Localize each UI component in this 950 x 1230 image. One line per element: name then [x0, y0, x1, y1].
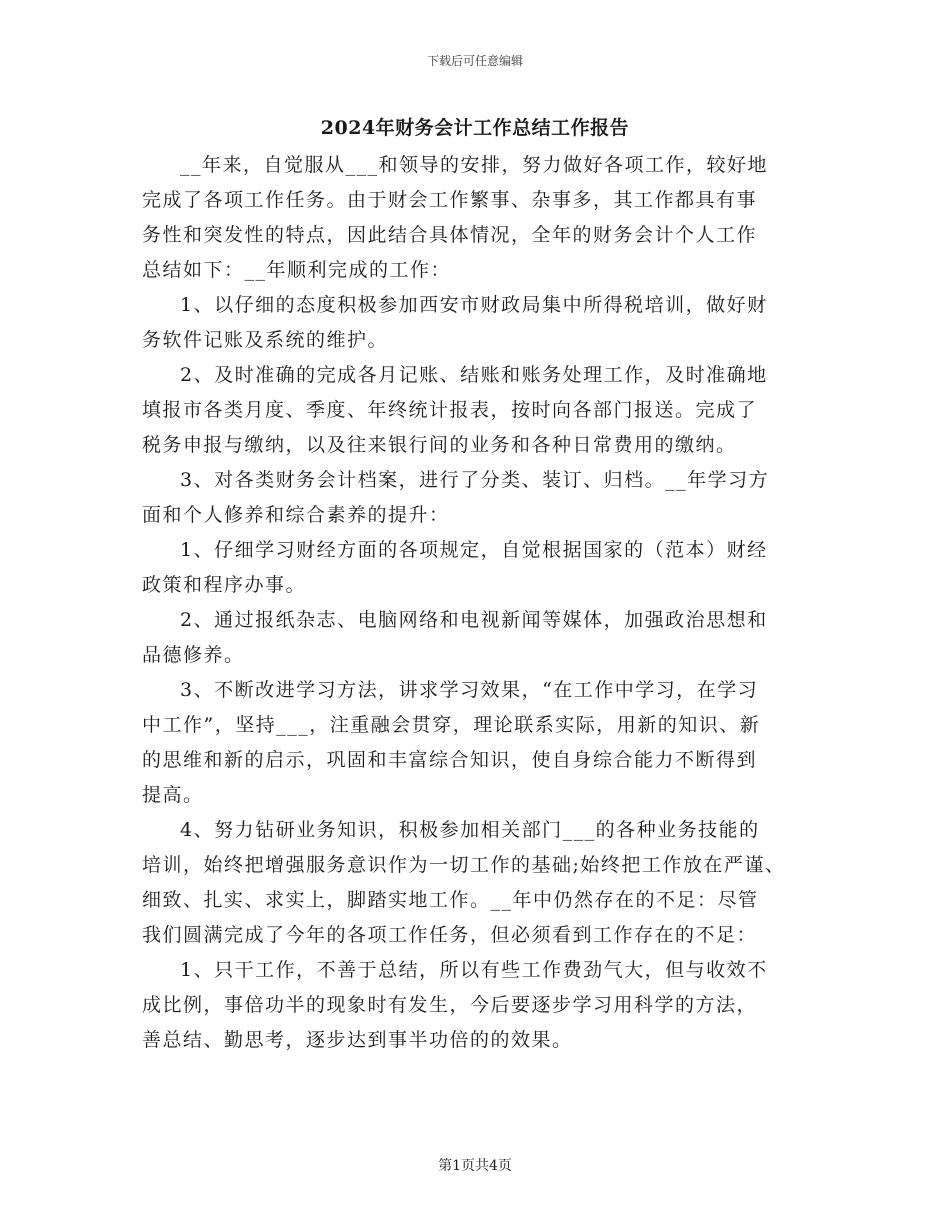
- text-line: 细致、扎实、求实上，脚踏实地工作。__年中仍然存在的不足：尽管: [142, 889, 759, 911]
- text-line: 政策和程序办事。: [142, 574, 307, 596]
- text-line: 的思维和新的启示，巩固和丰富综合知识，使自身综合能力不断得到: [142, 749, 758, 771]
- text-line: 中工作”，坚持___，注重融会贯穿，理论联系实际，用新的知识、新: [142, 714, 761, 736]
- text-line: 务性和突发性的特点，因此结合具体情况，全年的财务会计个人工作: [142, 224, 758, 246]
- text-line: 完成了各项工作任务。由于财会工作繁事、杂事多，其工作都具有事: [142, 189, 758, 211]
- text-line: 成比例，事倍功半的现象时有发生，今后要逐步学习用科学的方法，: [142, 994, 758, 1016]
- paragraph-item: [142, 463, 812, 533]
- paragraph-item: [142, 673, 812, 813]
- text-line: 2、及时准确的完成各月记账、结账和账务处理工作，及时准确地: [180, 364, 768, 386]
- text-line: 填报市各类月度、季度、年终统计报表，按时向各部门报送。完成了: [142, 399, 758, 421]
- text-line: 善总结、勤思考，逐步达到事半功倍的的效果。: [142, 1029, 573, 1051]
- text-line: 培训，始终把增强服务意识作为一切工作的基础;始终把工作放在严谨、: [142, 854, 786, 876]
- text-line: 我们圆满完成了今年的各项工作任务，但必须看到工作存在的不足：: [142, 924, 758, 946]
- paragraph-item: [142, 953, 812, 1058]
- paragraph-intro: [142, 148, 812, 288]
- text-line: 总结如下：__年顺利完成的工作：: [142, 259, 452, 281]
- text-line: 3、不断改进学习方法，讲求学习效果，“在工作中学习，在学习: [180, 679, 759, 701]
- text-line: 4、努力钻研业务知识，积极参加相关部门___的各种业务技能的: [180, 819, 760, 841]
- paragraph-item: [142, 358, 812, 463]
- text-line: 提高。: [142, 784, 204, 806]
- text-line: 品德修养。: [142, 644, 245, 666]
- paragraph-item: [142, 603, 812, 673]
- document-title: 2024年财务会计工作总结工作报告: [320, 117, 630, 139]
- text-line: 2、通过报纸杂志、电脑网络和电视新闻等媒体，加强政治思想和: [180, 609, 768, 631]
- paragraph-item: [142, 288, 812, 358]
- paragraph-item: [142, 533, 812, 603]
- text-line: 面和个人修养和综合素养的提升：: [142, 504, 450, 526]
- text-line: 务软件记账及系统的维护。: [142, 329, 389, 351]
- document-body: [142, 148, 812, 1058]
- text-line: 1、只干工作，不善于总结，所以有些工作费劲气大，但与收效不: [180, 959, 768, 981]
- page-number: 第1页共4页: [438, 1158, 512, 1174]
- text-line: 1、仔细学习财经方面的各项规定，自觉根据国家的（范本）财经: [180, 539, 768, 561]
- text-line: 3、对各类财务会计档案，进行了分类、装订、归档。__年学习方: [180, 469, 770, 491]
- page-header-note: 下载后可任意编辑: [426, 54, 523, 68]
- text-line: 1、以仔细的态度积极参加西安市财政局集中所得税培训，做好财: [180, 294, 768, 316]
- paragraph-item: [142, 813, 812, 953]
- text-line: 税务申报与缴纳，以及往来银行间的业务和各种日常费用的缴纳。: [142, 434, 737, 456]
- text-line: __年来，自觉服从___和领导的安排，努力做好各项工作，较好地: [180, 154, 769, 176]
